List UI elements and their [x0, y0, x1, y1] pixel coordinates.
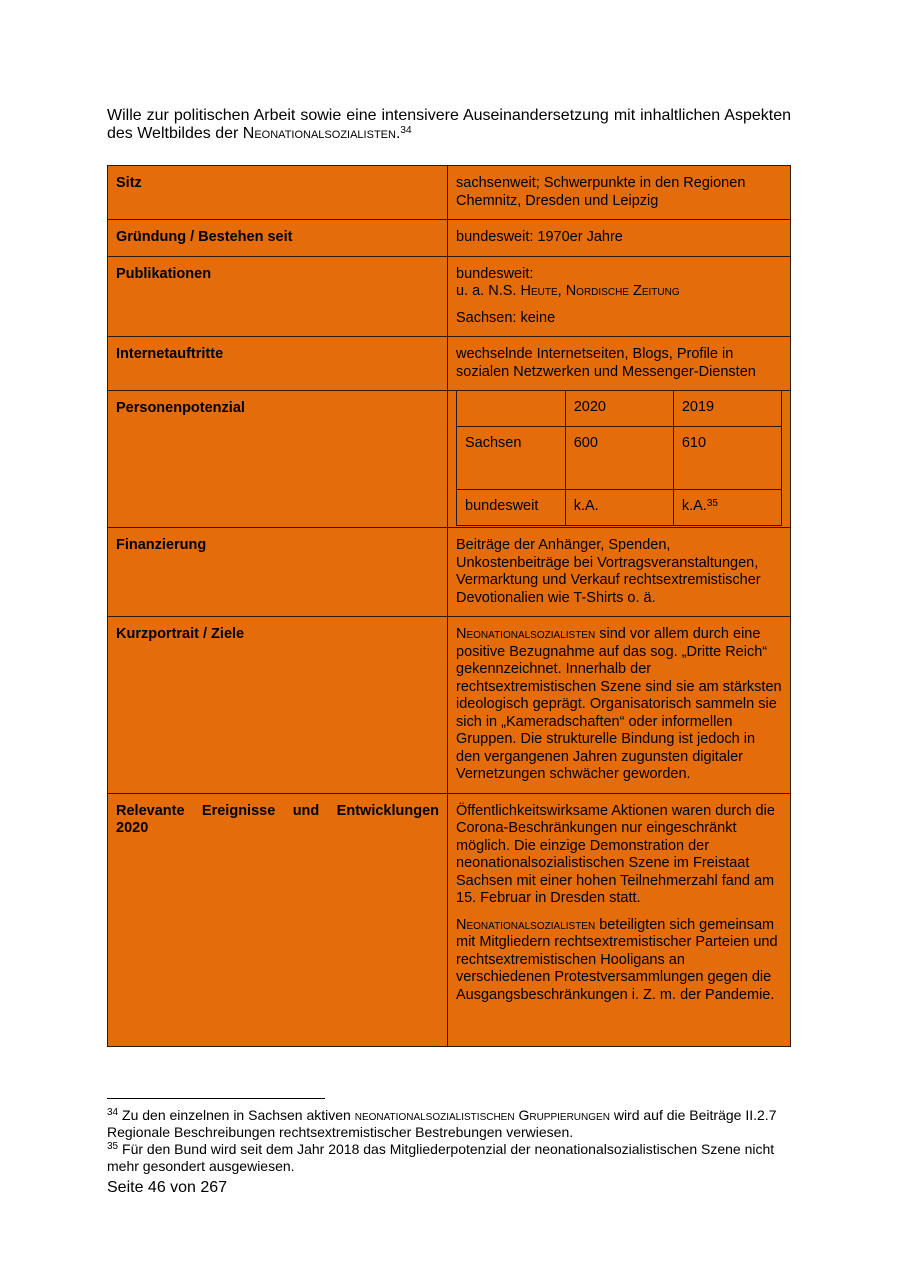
value-internet: wechselnde Internetseiten, Blogs, Profile in sozialen Netzwerken und Messenger-Diensten: [448, 337, 791, 391]
ereignisse-para-2: Neonationalsozialisten beteiligten sich gemeinsam mit Mitgliedern rechtsextremistischer Parteien und rechtsextremistischen Hooligans an verschiedenen Protestversammlungen gegen die Ausgangsbeschränkungen i. Z. m. der Pandemie.: [456, 916, 778, 1003]
label-kurzportrait: Kurzportrait / Ziele: [108, 617, 448, 794]
personen-header-2020: 2020: [565, 391, 673, 427]
personen-value-2019: 610: [673, 427, 781, 490]
row-ereignisse: [108, 793, 791, 1046]
footnote-ref-34[interactable]: 34: [400, 125, 412, 136]
personen-value-2019-cell: [673, 490, 781, 526]
intro-paragraph: [107, 107, 791, 143]
kurzportrait-term: Neonationalsozialisten: [456, 626, 596, 642]
personen-region: bundesweit: [457, 490, 566, 526]
personen-row-bundesweit: [457, 490, 782, 526]
intro-text-end: .: [395, 125, 401, 142]
label-ereignisse-line-2: 2020: [116, 820, 149, 836]
label-gruendung: Gründung / Bestehen seit: [108, 220, 448, 257]
intro-text: Wille zur politischen Arbeit sowie eine intensivere Auseinandersetzung mit inhaltlichen Aspekten des Weltbildes der: [107, 107, 791, 142]
footnote-term: neonationalsozialistischen Gruppierungen: [354, 1107, 610, 1123]
row-internet: [108, 337, 791, 391]
value-sitz: sachsenweit; Schwerpunkte in den Regionen Chemnitz, Dresden und Leipzig: [448, 166, 791, 220]
kurzportrait-text: sind vor allem durch eine positive Bezugnahme auf das sog. „Dritte Reich“ gekennzeichnet. Innerhalb der rechtsextremistischen Szene sind sie am stärksten ideologisch geprägt. Organisatorisch sammeln sie sich in „Kameradschaften“ oder informellen Gruppen. Die strukturelle Bindung ist jedoch in den vergangenen Jahren zugunsten digitaler Vernetzungen schwächer geworden.: [456, 626, 782, 782]
row-kurzportrait: [108, 617, 791, 794]
footnotes: [107, 1107, 797, 1175]
label-publikationen: Publikationen: [108, 256, 448, 337]
footnote-ref-35[interactable]: 35: [706, 498, 718, 509]
personen-row-sachsen: [457, 427, 782, 490]
label-ereignisse-line-1: Relevante Ereignisse und Entwicklungen: [116, 802, 439, 819]
label-ereignisse: [108, 793, 448, 1046]
row-finanzierung: [108, 528, 791, 617]
value-personen: [448, 391, 791, 528]
pub-nordische-zeitung: Nordische Zeitung: [565, 283, 680, 299]
label-internet: Internetauftritte: [108, 337, 448, 391]
value-publikationen: [448, 256, 791, 337]
pub-line-3: Sachsen: keine: [456, 309, 556, 326]
footnote-divider: [107, 1098, 325, 1099]
footnote-number: 35: [107, 1141, 119, 1152]
personen-header-2019: 2019: [673, 391, 781, 427]
personen-header-row: [457, 391, 782, 427]
footnote-34: $^{34}$ Zu den einzelnen in Sachsen aktiven neonationalsozialistischen Gruppierungen wird auf die Beiträge II.2.7 Regionale Beschreibungen rechtsextremistischer Bestrebungen verwiesen.: [107, 1107, 777, 1140]
personen-header-empty: [457, 391, 566, 427]
ereignisse-term: Neonationalsozialisten: [456, 916, 596, 933]
personen-table: [456, 390, 782, 526]
value-finanzierung: Beiträge der Anhänger, Spenden, Unkostenbeiträge bei Vortragsveranstaltungen, Vermarktung und Verkauf rechtsextremistischer Devotionalien wie T-Shirts o. ä.: [448, 528, 791, 617]
label-personen: Personenpotenzial: [108, 391, 448, 528]
page-number: Seite 46 von 267: [107, 1179, 228, 1196]
value-kurzportrait: [448, 617, 791, 794]
footnote-35: $^{35}$ Für den Bund wird seit dem Jahr 2018 das Mitgliederpotenzial der neonationalsozialistischen Szene nicht mehr gesondert ausgewiesen.: [107, 1141, 775, 1174]
label-sitz: Sitz: [108, 166, 448, 220]
row-personen: [108, 391, 791, 528]
profile-table: [107, 165, 791, 1047]
intro-term: Neonationalsozialisten: [242, 125, 396, 142]
value-ereignisse: [448, 793, 791, 1046]
row-publikationen: [108, 256, 791, 337]
personen-region: Sachsen: [457, 427, 566, 490]
personen-value-2020: k.A.: [565, 490, 673, 526]
row-gruendung: [108, 220, 791, 257]
value-gruendung: bundesweit: 1970er Jahre: [448, 220, 791, 257]
footnote-number: 34: [107, 1107, 119, 1118]
personen-value-2019: k.A.: [681, 498, 707, 514]
personen-value-2020: 600: [565, 427, 673, 490]
label-finanzierung: Finanzierung: [108, 528, 448, 617]
ereignisse-para-1: Öffentlichkeitswirksame Aktionen waren durch die Corona-Beschränkungen nur eingeschränkt möglich. Die einzige Demonstration der neonationalsozialistischen Szene im Freistaat Sachsen mit einer hohen Teilnehmerzahl fand am 15. Februar in Dresden statt.: [456, 802, 775, 906]
row-sitz: [108, 166, 791, 220]
pub-heute: Heute: [520, 283, 558, 299]
pub-line-1: bundesweit:: [456, 265, 534, 282]
pub-line-2: u. a. N.S. Heute, Nordische Zeitung: [456, 283, 680, 299]
